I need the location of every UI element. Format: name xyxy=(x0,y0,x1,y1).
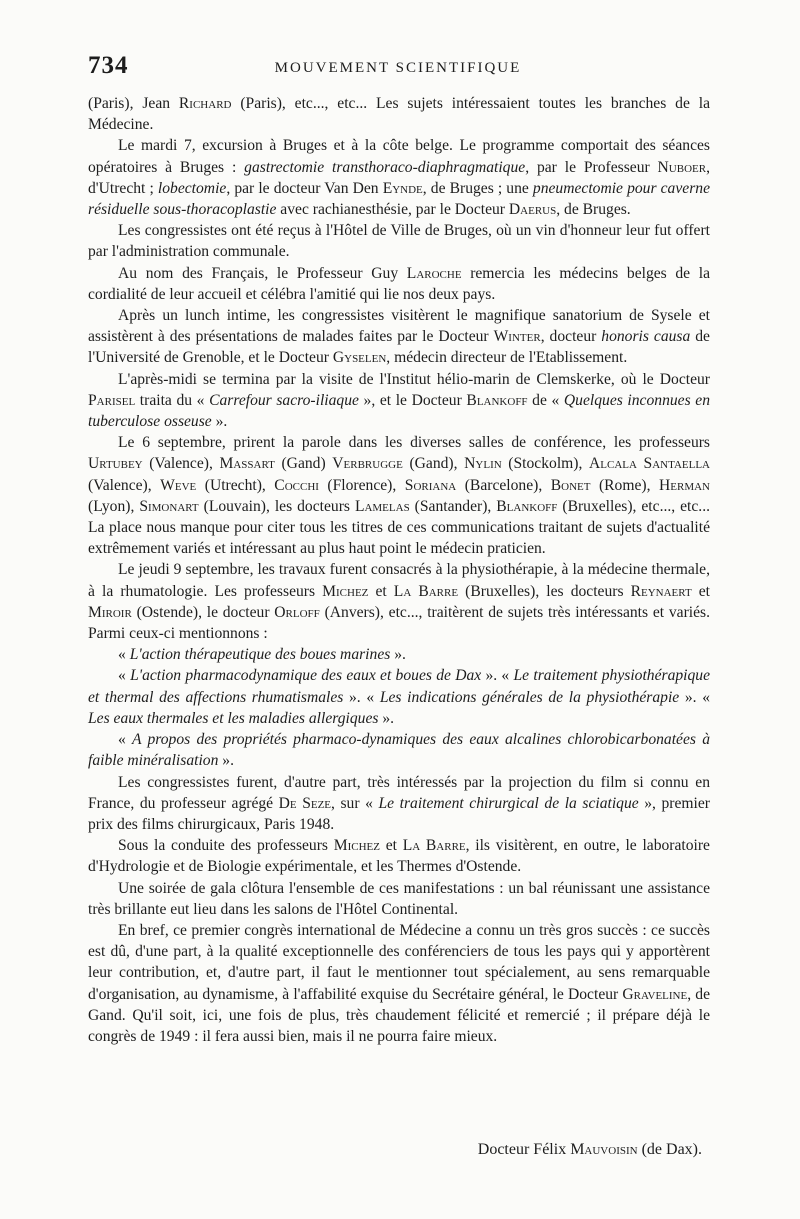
italic-title: gastrectomie transthoraco-diaphragmatique xyxy=(244,158,526,176)
text-run: Le 6 septembre, prirent la parole dans les diverses salles de conférence, les professeurs xyxy=(118,434,710,452)
paragraph xyxy=(88,559,710,644)
text-run: et xyxy=(379,837,403,855)
text-run: (Paris), Jean xyxy=(88,95,179,112)
text-run: Sous la conduite des professeurs xyxy=(118,837,334,855)
person-name: Blankoff xyxy=(466,391,528,409)
person-name: Mauvoisin xyxy=(570,1141,638,1158)
text-run: , par le Professeur xyxy=(525,158,658,176)
text-run: », premier prix des films chirurgicaux, Paris 1948. xyxy=(88,794,710,833)
text-run: traita du « xyxy=(135,391,210,409)
person-name: Winter xyxy=(493,328,541,346)
text-run: En bref, ce premier congrès international de Médecine a connu un très gros succès : ce succès est dû, d'une part, à la qualité exceptionnelle des conférenciers de tous les pays qui y apportèrent leur contribution, et, d'autre part, il faut le mentionner tout spécialement, au sens remarquable d'organisation, au dynamisme, à l'affabilité exquise du Secrétaire général, le Docteur xyxy=(88,921,710,1003)
paragraph xyxy=(88,369,710,433)
text-run: avec rachianesthésie, par le Docteur xyxy=(276,201,509,219)
text-run: ». xyxy=(211,413,228,431)
person-name: Bonet xyxy=(550,476,591,494)
italic-title: lobectomie xyxy=(157,179,227,197)
text-run: ». « xyxy=(679,688,711,706)
text-run: (Lyon), xyxy=(88,497,140,515)
paragraph xyxy=(88,432,710,559)
text-run: « xyxy=(118,731,133,749)
person-name: Parisel xyxy=(88,391,136,409)
italic-title: Quelques inconnues en tuberculose osseuse xyxy=(88,391,710,431)
text-run: remercia les médecins belges de la cordialité de leur accueil et célébra l'amitié qui lie nos deux pays. xyxy=(88,264,711,303)
person-name: La Barre xyxy=(393,582,459,600)
person-name: Urtubey xyxy=(88,455,143,473)
person-name: Massart xyxy=(219,455,275,473)
paragraph xyxy=(88,878,710,920)
text-run: L'après-midi se termina par la visite de l'Institut hélio-marin de Clemskerke, où le Docteur xyxy=(118,370,710,388)
paragraph xyxy=(88,93,710,135)
person-name: Gyselen xyxy=(332,349,387,367)
person-name: De Seze xyxy=(278,794,332,812)
paragraph xyxy=(88,220,710,262)
text-run: , de Bruges ; une xyxy=(422,179,533,197)
text-run: (Bruxelles), les docteurs xyxy=(458,582,631,600)
text-run: Les congressistes ont été reçus à l'Hôtel de Ville de Bruges, où un vin d'honneur leur fut offert par l'administration communale. xyxy=(88,222,710,261)
page-number: 734 xyxy=(88,52,129,79)
paragraph xyxy=(88,263,710,305)
text-run: Une soirée de gala clôtura l'ensemble de ces manifestations : un bal réunissant une assistance très brillante eut lieu dans les salons de l'Hôtel Continental. xyxy=(88,879,710,918)
person-name: Graveline xyxy=(622,985,688,1003)
text-run: , d'Utrecht ; xyxy=(88,158,710,197)
text-run: Les congressistes furent, d'autre part, très intéressés par la projection du film si connu en France, du professeur agrégé xyxy=(88,773,710,812)
italic-title: Les indications générales de la physiothérapie xyxy=(379,688,680,706)
text-run: Le jeudi 9 septembre, les travaux furent consacrés à la physiothérapie, à la médecine thermale, à la rhumatologie. Les professeurs xyxy=(88,561,710,600)
running-title: MOUVEMENT SCIENTIFIQUE xyxy=(274,60,522,76)
text-run: (Rome), xyxy=(590,476,659,494)
text-run: , de Gand. Qu'il soit, ici, une fois de plus, très chaudement félicité et remercié ; il prépare déjà le congrès de 1949 : il fera aussi bien, mais il ne pourra faire mieux. xyxy=(88,985,711,1045)
quoted-title-paragraph xyxy=(88,665,710,729)
text-run: (de Dax). xyxy=(637,1141,702,1158)
paragraph xyxy=(88,135,710,220)
text-run: et xyxy=(368,582,394,600)
italic-title: Carrefour sacro-iliaque xyxy=(209,391,359,409)
italic-title: pneumectomie pour caverne résiduelle sous-thoracoplastie xyxy=(88,179,710,219)
text-run: Au nom des Français, le Professeur Guy xyxy=(118,264,407,282)
text-run: , docteur xyxy=(540,328,602,346)
text-run: (Bruxelles), etc..., etc... La place nous manque pour citer tous les titres de ces communications traitant de sujets d'actualité extrêmement variés et intéressant au plus haut point le médecin praticien. xyxy=(88,497,710,558)
text-run: ». xyxy=(378,709,395,727)
person-name: Weve xyxy=(160,476,197,494)
text-run: et xyxy=(691,582,711,600)
text-run: , médecin directeur de l'Etablissement. xyxy=(386,349,628,367)
text-run: , ils visitèrent, en outre, le laboratoire d'Hydrologie et de Biologie expérimentale, et les Thermes d'Ostende. xyxy=(88,837,710,876)
text-run: (Ostende), le docteur xyxy=(131,603,275,621)
italic-title: A propos des propriétés pharmaco-dynamiques des eaux alcalines chlorobicarbonatées à faible minéralisation xyxy=(88,731,710,770)
text-run: (Barcelone), xyxy=(456,476,551,494)
paragraph xyxy=(88,920,710,1047)
page-header xyxy=(88,52,708,82)
person-name: Cocchi xyxy=(274,476,319,494)
person-name: Verbrugge xyxy=(332,455,403,473)
person-name: Orloff xyxy=(274,603,320,621)
person-name: Soriana xyxy=(404,476,457,494)
author-signature xyxy=(478,1141,702,1159)
text-run: (Louvain), les docteurs xyxy=(198,497,355,515)
text-run: (Valence), xyxy=(88,476,161,494)
person-name: Nylin xyxy=(464,455,502,473)
paragraph xyxy=(88,835,710,877)
italic-title: Le traitement physiothérapique et thermal des affections rhumatismales xyxy=(88,667,711,706)
text-run: (Valence), xyxy=(142,455,220,473)
person-name: Eynde xyxy=(382,179,423,197)
text-run: (Anvers), etc..., traitèrent de sujets très intéressants et variés. Parmi ceux-ci mentionnons : xyxy=(88,603,710,643)
text-run: « xyxy=(118,667,131,685)
text-run: (Utrecht), xyxy=(196,476,275,494)
text-run: Le mardi 7, excursion à Bruges et à la côte belge. Le programme comportait des séances opératoires à Bruges : xyxy=(88,137,710,176)
text-run: de l'Université de Grenoble, et le Docteur xyxy=(88,328,710,367)
text-run: (Florence), xyxy=(318,476,405,494)
text-run: ». « xyxy=(343,688,380,706)
person-name: Reynaert xyxy=(630,582,692,600)
text-run: (Paris), etc..., etc... Les sujets intéressaient toutes les branches de la Médecine. xyxy=(88,95,710,134)
text-run: (Santander), xyxy=(409,497,497,515)
italic-title: Le traitement chirurgical de la sciatique xyxy=(378,794,639,812)
person-name: Alcala Santaella xyxy=(589,455,710,473)
person-name: Richard xyxy=(178,95,232,112)
person-name: Michez xyxy=(322,582,369,600)
text-run: , de Bruges. xyxy=(556,201,631,219)
text-run: (Gand), xyxy=(402,455,465,473)
quoted-title-paragraph xyxy=(88,729,710,771)
paragraph xyxy=(88,772,710,836)
text-run: ». xyxy=(218,752,234,770)
person-name: Laroche xyxy=(406,264,462,282)
text-run: ». « xyxy=(481,667,514,685)
text-run: Docteur Félix xyxy=(477,1141,571,1158)
text-run: de « xyxy=(527,391,564,409)
text-run: », et le Docteur xyxy=(358,391,467,409)
italic-title: L'action thérapeutique des boues marines xyxy=(129,646,391,664)
person-name: Lamelas xyxy=(354,497,410,515)
person-name: Nuboer xyxy=(657,158,707,176)
text-run: « xyxy=(118,646,130,664)
text-run: (Stockolm), xyxy=(501,455,589,473)
person-name: La Barre xyxy=(402,837,466,855)
italic-title: honoris causa xyxy=(601,328,691,346)
article-body xyxy=(88,93,710,1047)
text-run: , sur « xyxy=(331,794,379,812)
paragraph xyxy=(88,305,710,369)
quoted-title-paragraph xyxy=(88,644,710,665)
text-run: (Gand) xyxy=(274,455,333,473)
text-run: , par le docteur Van Den xyxy=(226,179,383,197)
person-name: Daerus xyxy=(508,201,557,219)
person-name: Miroir xyxy=(88,603,132,621)
person-name: Michez xyxy=(333,837,380,855)
italic-title: Les eaux thermales et les maladies allergiques xyxy=(88,709,379,727)
person-name: Herman xyxy=(659,476,710,494)
text-run: Après un lunch intime, les congressistes visitèrent le magnifique sanatorium de Sysele et assistèrent à des présentations de malades faites par le Docteur xyxy=(88,307,710,346)
text-run: ». xyxy=(390,646,406,664)
italic-title: L'action pharmacodynamique des eaux et boues de Dax xyxy=(130,667,482,685)
person-name: Simonart xyxy=(139,497,199,515)
person-name: Blankoff xyxy=(496,497,558,515)
